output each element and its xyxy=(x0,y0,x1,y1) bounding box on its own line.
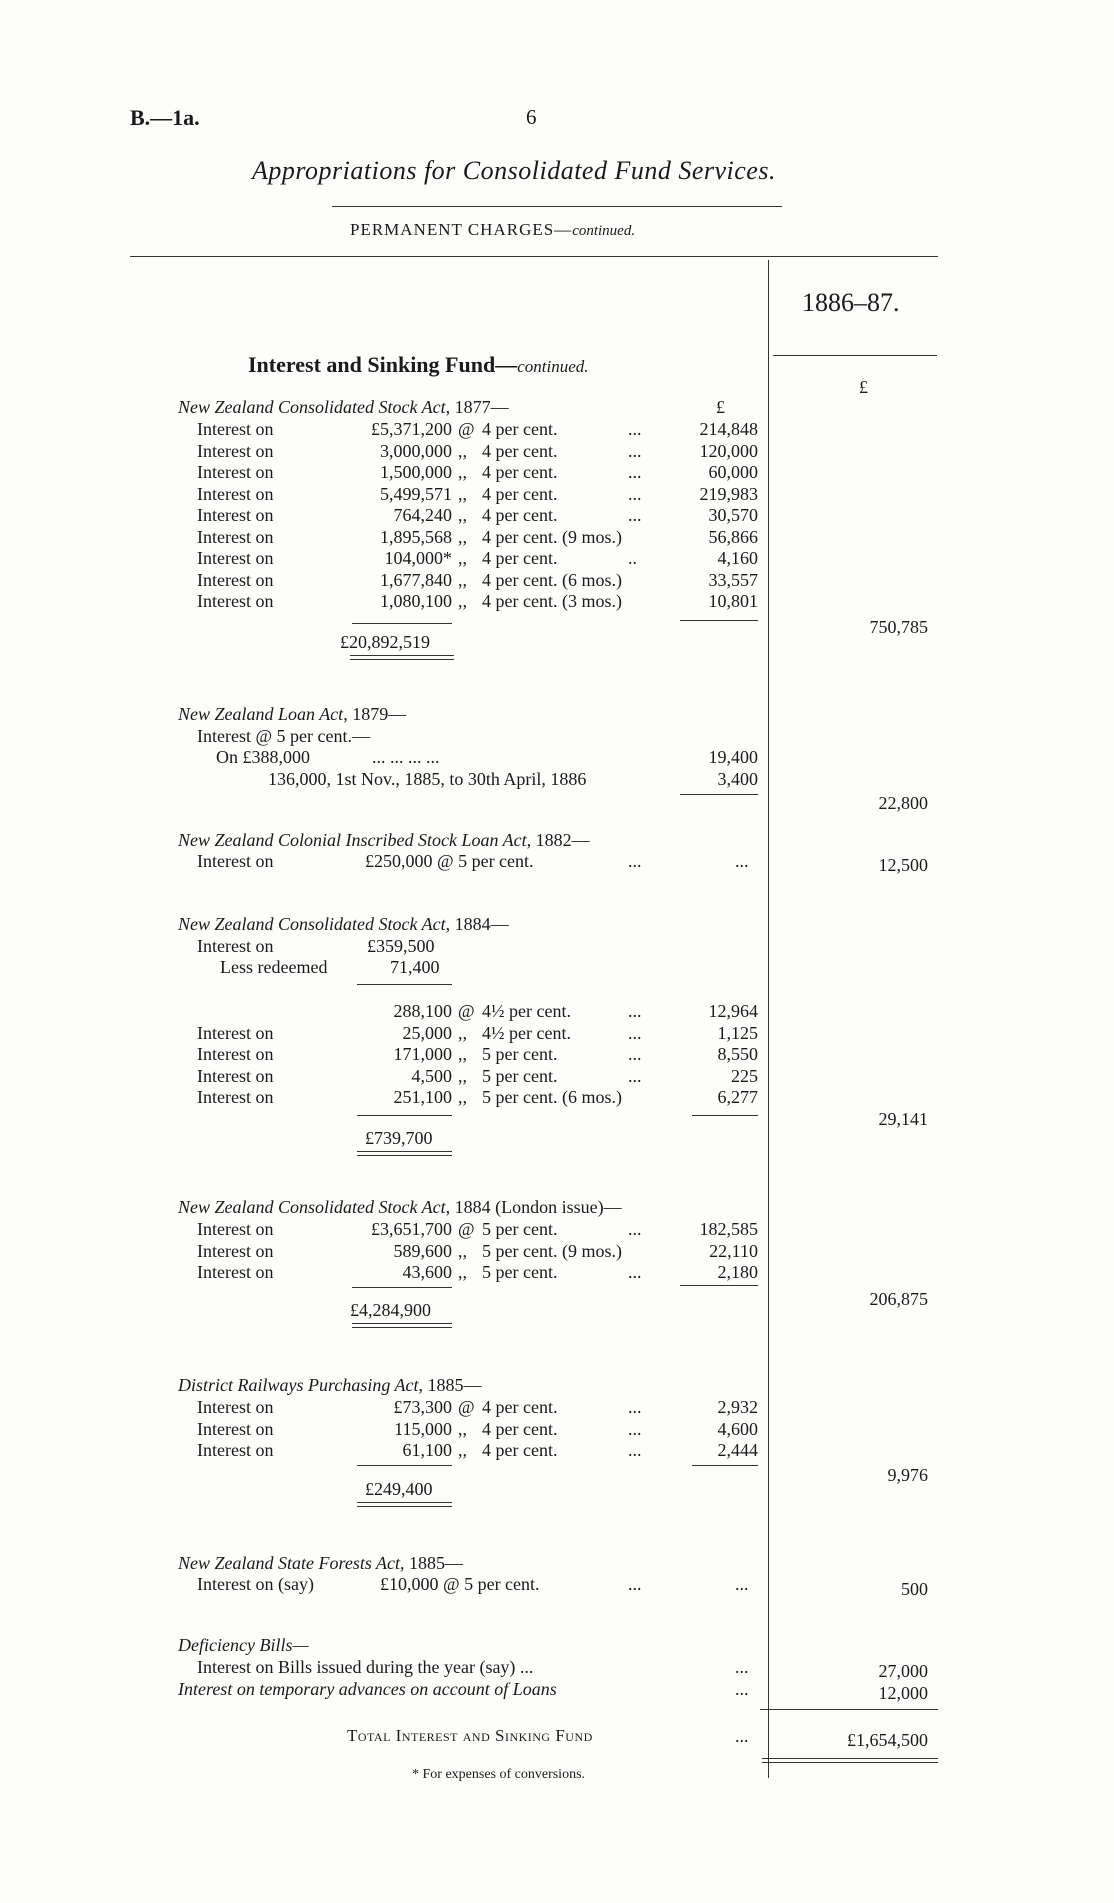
s4-row-label: Interest on xyxy=(197,1087,274,1107)
s8-line1-dots: ... xyxy=(735,1657,749,1677)
s1-row-sep: ,, xyxy=(458,505,467,525)
s1-row-label: Interest on xyxy=(197,548,274,568)
s5-row-dots: ... xyxy=(628,1262,642,1282)
s4-row-rate: 4½ per cent. xyxy=(482,1022,571,1043)
s4-row-rate: 5 per cent. xyxy=(482,1065,558,1086)
s1-row-rate: 4 per cent. xyxy=(482,548,558,568)
s2-row2-label: 136,000, 1st Nov., 1885, to 30th April, 1886 xyxy=(268,769,587,789)
s5-act-heading: New Zealand Consolidated Stock Act, 1884 (London issue)— xyxy=(178,1197,622,1217)
s1-row-amount: 120,000 xyxy=(699,440,758,461)
s5-double-rule-b xyxy=(352,1327,452,1328)
s2-rate-line: Interest @ 5 per cent.— xyxy=(197,726,371,746)
s4-double-rule-b xyxy=(357,1155,452,1156)
s1-row-amount: 30,570 xyxy=(708,505,758,525)
s1-total: 750,785 xyxy=(869,617,928,637)
s1-row-dots: ... xyxy=(628,505,642,525)
s6-total: 9,976 xyxy=(887,1465,928,1485)
s4-act-heading: New Zealand Consolidated Stock Act, 1884— xyxy=(178,914,509,934)
s1-row-label: Interest on xyxy=(197,483,274,504)
s1-row-rate: 4 per cent. xyxy=(482,505,558,525)
s4-interest-label: Interest on xyxy=(197,936,274,956)
grand-total-double-rule-a xyxy=(762,1758,938,1759)
s4-subtract-rule xyxy=(357,984,452,985)
s7-principal: £10,000 @ 5 per cent. xyxy=(380,1574,540,1594)
s1-row-sep: ,, xyxy=(458,440,467,461)
s1-row-amount: 33,557 xyxy=(708,569,758,590)
s5-total: 206,875 xyxy=(869,1289,928,1309)
s1-row-principal: 1,080,100 xyxy=(380,591,452,611)
s5-row-sep: @ xyxy=(458,1219,475,1239)
column-year: 1886–87. xyxy=(802,288,900,317)
grand-total-label: Total Interest and Sinking Fund xyxy=(347,1726,593,1745)
s6-row-rate: 4 per cent. xyxy=(482,1440,558,1460)
s6-row-rate: 4 per cent. xyxy=(482,1418,558,1439)
s1-row-label: Interest on xyxy=(197,591,274,611)
s4-row-amount: 225 xyxy=(731,1065,758,1086)
s5-row-amount: 182,585 xyxy=(699,1219,758,1239)
s3-dots-1: ... xyxy=(628,851,642,871)
s5-sum-rule xyxy=(352,1287,452,1288)
s1-sum-rule xyxy=(352,623,452,624)
s6-row-label: Interest on xyxy=(197,1397,274,1417)
s5-amount-rule xyxy=(680,1285,758,1286)
s1-row-rate: 4 per cent. (3 mos.) xyxy=(482,591,622,611)
s1-row-principal: 1,677,840 xyxy=(380,569,452,590)
s6-amount-rule xyxy=(692,1465,758,1466)
s1-row-amount: 10,801 xyxy=(708,591,758,611)
s4-interest-value: £359,500 xyxy=(367,936,435,956)
s7-label: Interest on (say) xyxy=(197,1574,314,1594)
s5-row-amount: 2,180 xyxy=(717,1262,758,1282)
s5-double-rule-a xyxy=(352,1323,452,1324)
s7-dots-1: ... xyxy=(628,1574,642,1594)
s1-total-principal: £20,892,519 xyxy=(340,632,430,652)
s1-double-rule-a xyxy=(350,655,454,656)
s4-row-dots: ... xyxy=(628,1022,642,1043)
s1-row-sep: ,, xyxy=(458,569,467,590)
s6-row-sep: ,, xyxy=(458,1440,467,1460)
s1-row-amount: 56,866 xyxy=(708,526,758,547)
s1-row-principal: 3,000,000 xyxy=(380,440,452,461)
s1-row-sep: ,, xyxy=(458,483,467,504)
s4-row-principal: 288,100 xyxy=(393,1001,452,1021)
s2-row2-amount: 3,400 xyxy=(717,769,758,789)
s2-total: 22,800 xyxy=(878,793,928,813)
s4-amount-rule xyxy=(692,1115,758,1116)
s4-row-label: Interest on xyxy=(197,1022,274,1043)
s4-row-rate: 4½ per cent. xyxy=(482,1001,571,1021)
s1-row-label: Interest on xyxy=(197,462,274,482)
s4-total-principal: £739,700 xyxy=(365,1128,433,1148)
s1-amount-rule xyxy=(680,620,758,621)
s1-row-principal: 1,500,000 xyxy=(380,462,452,482)
s1-row-dots: ... xyxy=(628,462,642,482)
s6-row-dots: ... xyxy=(628,1397,642,1417)
column-unit: £ xyxy=(859,377,868,397)
s5-row-rate: 5 per cent. xyxy=(482,1262,558,1282)
s1-row-amount: 4,160 xyxy=(717,548,758,568)
s3-label: Interest on xyxy=(197,851,274,871)
s4-row-principal: 25,000 xyxy=(402,1022,452,1043)
s6-row-amount: 2,444 xyxy=(717,1440,758,1460)
s1-row-principal: £5,371,200 xyxy=(371,419,452,439)
s1-row-rate: 4 per cent. xyxy=(482,440,558,461)
table-top-rule xyxy=(130,256,938,257)
s1-double-rule-b xyxy=(350,659,454,660)
s4-row-amount: 12,964 xyxy=(708,1001,758,1021)
s4-row-label: Interest on xyxy=(197,1065,274,1086)
s1-row-dots: .. xyxy=(628,548,637,568)
s1-row-rate: 4 per cent. xyxy=(482,419,558,439)
page-subtitle: PERMANENT CHARGES—continued. xyxy=(350,220,636,239)
s2-row1-dots: ... ... ... ... xyxy=(372,747,440,767)
s5-row-rate: 5 per cent. (9 mos.) xyxy=(482,1240,622,1261)
s8-line1: Interest on Bills issued during the year (say) ... xyxy=(197,1657,534,1677)
s1-row-dots: ... xyxy=(628,440,642,461)
s4-row-sep: @ xyxy=(458,1001,475,1021)
s2-amount-rule xyxy=(680,794,758,795)
s4-row-amount: 1,125 xyxy=(717,1022,758,1043)
s6-act-heading: District Railways Purchasing Act, 1885— xyxy=(178,1375,482,1395)
s4-row-sep: ,, xyxy=(458,1087,467,1107)
s6-row-sep: @ xyxy=(458,1397,475,1417)
column-header-rule xyxy=(773,355,937,356)
s1-row-amount: 214,848 xyxy=(699,419,758,439)
s5-total-principal: £4,284,900 xyxy=(350,1300,431,1320)
s5-row-label: Interest on xyxy=(197,1262,274,1282)
s6-row-dots: ... xyxy=(628,1418,642,1439)
s5-row-amount: 22,110 xyxy=(709,1240,758,1261)
s3-dots-2: ... xyxy=(735,851,749,871)
s6-row-principal: 115,000 xyxy=(394,1418,452,1439)
grand-total-double-rule-b xyxy=(762,1762,938,1763)
s6-row-label: Interest on xyxy=(197,1440,274,1460)
s2-row1-label: On £388,000 xyxy=(216,747,310,767)
s5-row-sep: ,, xyxy=(458,1240,467,1261)
s4-total: 29,141 xyxy=(878,1109,928,1129)
s7-total: 500 xyxy=(901,1579,928,1599)
s4-row-rate: 5 per cent. (6 mos.) xyxy=(482,1087,622,1107)
s4-row-sep: ,, xyxy=(458,1044,467,1064)
s7-act-heading: New Zealand State Forests Act, 1885— xyxy=(178,1553,463,1573)
s4-row-principal: 171,000 xyxy=(393,1044,452,1064)
s1-row-rate: 4 per cent. xyxy=(482,483,558,504)
s6-row-sep: ,, xyxy=(458,1418,467,1439)
s1-row-rate: 4 per cent. (6 mos.) xyxy=(482,569,622,590)
s5-row-rate: 5 per cent. xyxy=(482,1219,558,1239)
s1-row-rate: 4 per cent. (9 mos.) xyxy=(482,526,622,547)
s1-unit: £ xyxy=(716,397,725,417)
s6-row-principal: 61,100 xyxy=(402,1440,452,1460)
s5-row-principal: 589,600 xyxy=(393,1240,452,1261)
s1-row-amount: 60,000 xyxy=(708,462,758,482)
footnote: * For expenses of conversions. xyxy=(412,1767,586,1782)
s4-row-amount: 8,550 xyxy=(717,1044,758,1064)
s6-sum-rule xyxy=(357,1465,452,1466)
s3-total: 12,500 xyxy=(878,855,928,875)
s1-row-principal: 1,895,568 xyxy=(380,526,452,547)
s5-row-label: Interest on xyxy=(197,1240,274,1261)
s6-row-principal: £73,300 xyxy=(393,1397,452,1417)
s1-row-label: Interest on xyxy=(197,505,274,525)
s1-row-principal: 764,240 xyxy=(393,505,452,525)
s6-row-amount: 2,932 xyxy=(717,1397,758,1417)
grand-total-dots: ... xyxy=(735,1726,749,1746)
s6-row-label: Interest on xyxy=(197,1418,274,1439)
s4-redeemed-label: Less redeemed xyxy=(220,957,328,977)
s4-row-dots: ... xyxy=(628,1001,642,1021)
s1-row-sep: ,, xyxy=(458,526,467,547)
s6-total-principal: £249,400 xyxy=(365,1479,433,1499)
s6-row-rate: 4 per cent. xyxy=(482,1397,558,1417)
s1-row-label: Interest on xyxy=(197,419,274,439)
s4-redeemed-value: 71,400 xyxy=(390,957,440,977)
column-divider xyxy=(768,260,769,1778)
document-reference: B.—1a. xyxy=(130,105,200,130)
section-heading: Interest and Sinking Fund—continued. xyxy=(248,352,589,377)
s2-row1-amount: 19,400 xyxy=(708,747,758,767)
grand-total-top-rule xyxy=(760,1709,938,1710)
s1-row-sep: ,, xyxy=(458,462,467,482)
s1-row-dots: ... xyxy=(628,419,642,439)
s4-sum-rule xyxy=(357,1115,452,1116)
s5-row-principal: 43,600 xyxy=(402,1262,452,1282)
s6-row-dots: ... xyxy=(628,1440,642,1460)
s1-row-label: Interest on xyxy=(197,440,274,461)
s5-row-sep: ,, xyxy=(458,1262,467,1282)
s4-row-rate: 5 per cent. xyxy=(482,1044,558,1064)
grand-total-value: £1,654,500 xyxy=(847,1730,928,1750)
s1-row-sep: @ xyxy=(458,419,475,439)
s4-row-label: Interest on xyxy=(197,1044,274,1064)
s1-row-principal: 5,499,571 xyxy=(380,483,452,504)
s6-double-rule-a xyxy=(357,1502,452,1503)
page-number: 6 xyxy=(526,105,537,129)
s1-row-sep: ,, xyxy=(458,591,467,611)
s5-row-label: Interest on xyxy=(197,1219,274,1239)
s8-line2-total: 12,000 xyxy=(878,1683,928,1703)
s5-row-dots: ... xyxy=(628,1219,642,1239)
s3-act-heading: New Zealand Colonial Inscribed Stock Loan Act, 1882— xyxy=(178,830,590,850)
s1-row-sep: ,, xyxy=(458,548,467,568)
s7-dots-2: ... xyxy=(735,1574,749,1594)
s8-heading: Deficiency Bills— xyxy=(178,1635,309,1655)
s8-line2-dots: ... xyxy=(735,1679,749,1699)
s1-act-heading: New Zealand Consolidated Stock Act, 1877— xyxy=(178,397,509,417)
s4-row-principal: 4,500 xyxy=(411,1065,452,1086)
title-rule xyxy=(332,206,782,207)
s5-row-principal: £3,651,700 xyxy=(371,1219,452,1239)
s8-line1-total: 27,000 xyxy=(878,1661,928,1681)
s1-row-amount: 219,983 xyxy=(699,483,758,504)
s2-act-heading: New Zealand Loan Act, 1879— xyxy=(178,704,407,724)
page-title: Appropriations for Consolidated Fund Services. xyxy=(252,156,776,185)
s4-double-rule-a xyxy=(357,1151,452,1152)
s4-row-dots: ... xyxy=(628,1065,642,1086)
s4-row-principal: 251,100 xyxy=(393,1087,452,1107)
s8-line2: Interest on temporary advances on account of Loans xyxy=(178,1679,557,1699)
s1-row-label: Interest on xyxy=(197,569,274,590)
s3-principal: £250,000 @ 5 per cent. xyxy=(365,851,534,871)
s1-row-rate: 4 per cent. xyxy=(482,462,558,482)
s1-row-label: Interest on xyxy=(197,526,274,547)
s6-double-rule-b xyxy=(357,1506,452,1507)
s4-row-sep: ,, xyxy=(458,1065,467,1086)
s4-row-sep: ,, xyxy=(458,1022,467,1043)
s6-row-amount: 4,600 xyxy=(717,1418,758,1439)
s4-row-dots: ... xyxy=(628,1044,642,1064)
s1-row-dots: ... xyxy=(628,483,642,504)
s4-row-amount: 6,277 xyxy=(717,1087,758,1107)
s1-row-principal: 104,000* xyxy=(384,548,452,568)
